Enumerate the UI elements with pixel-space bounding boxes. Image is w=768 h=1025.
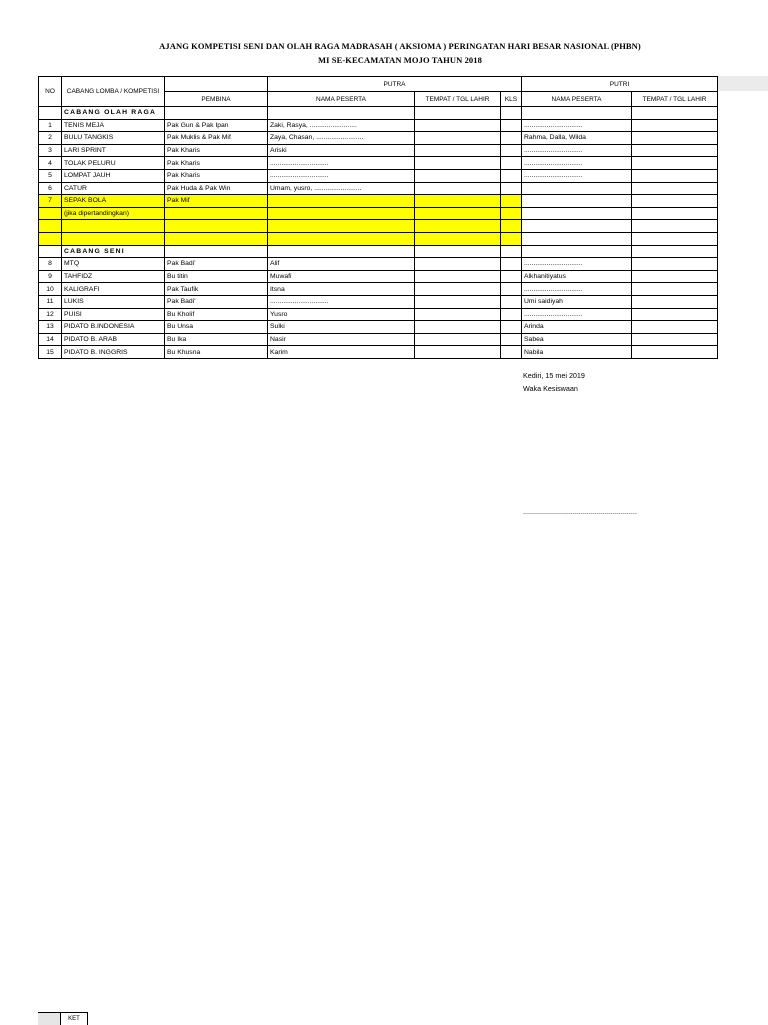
row-kls [501, 157, 522, 170]
row-nama-peserta-putra: Umam, yusro, ......................... [268, 182, 415, 195]
section-empty-cell [522, 245, 632, 258]
row-kls [501, 333, 522, 346]
row-cabang: BULU TANGKIS [62, 132, 165, 145]
table-row [39, 182, 718, 195]
row-nama-peserta-putri [522, 220, 632, 233]
row-tempat-tgl-lahir-putri [632, 207, 718, 220]
row-cabang: PIDATO B. ARAB [62, 333, 165, 346]
header-tempat-tgl-lahir-putri: TEMPAT / TGL LAHIR [632, 92, 718, 107]
row-nama-peserta-putri: ............................... [522, 283, 632, 296]
table-body [39, 107, 718, 359]
row-tempat-tgl-lahir-putri [632, 333, 718, 346]
row-nama-peserta-putri [522, 207, 632, 220]
row-cabang: MTQ [62, 258, 165, 271]
row-pembina: Pak Muklis & Pak Mif [165, 132, 268, 145]
row-pembina: Pak Gun & Pak Ipan [165, 119, 268, 132]
row-tempat-tgl-lahir-putra [415, 232, 501, 245]
participants-table [38, 76, 718, 359]
row-cabang: TENIS MEJA [62, 119, 165, 132]
row-tempat-tgl-lahir-putra [415, 270, 501, 283]
row-nama-peserta-putri: Sabea [522, 333, 632, 346]
table-row [39, 207, 718, 220]
table-row [39, 295, 718, 308]
row-tempat-tgl-lahir-putri [632, 220, 718, 233]
table-row [39, 232, 718, 245]
row-tempat-tgl-lahir-putri [632, 321, 718, 334]
row-kls [501, 295, 522, 308]
row-cabang: PIDATO B. INGGRIS [62, 346, 165, 359]
table-row [39, 144, 718, 157]
row-tempat-tgl-lahir-putri [632, 295, 718, 308]
row-tempat-tgl-lahir-putri [632, 283, 718, 296]
row-pembina: Pak Badi' [165, 295, 268, 308]
section-empty-cell [415, 245, 501, 258]
row-nama-peserta-putri: Umi saidiyah [522, 295, 632, 308]
row-nama-peserta-putra: Yusro [268, 308, 415, 321]
footer-role: Waka Kesiswaan [523, 384, 578, 393]
header-putri: PUTRI [522, 77, 718, 92]
row-cabang: LUKIS [62, 295, 165, 308]
row-cabang: LARI SPRINT [62, 144, 165, 157]
row-no: 3 [39, 144, 62, 157]
row-pembina: Pak Kharis [165, 144, 268, 157]
row-kls [501, 346, 522, 359]
section-row [39, 107, 718, 120]
section-empty-cell [632, 107, 718, 120]
row-kls [501, 321, 522, 334]
row-kls [501, 283, 522, 296]
row-no [39, 220, 62, 233]
row-nama-peserta-putri: ............................... [522, 119, 632, 132]
row-kls [501, 270, 522, 283]
row-nama-peserta-putri [522, 195, 632, 208]
row-tempat-tgl-lahir-putri [632, 308, 718, 321]
row-nama-peserta-putri: Nabila [522, 346, 632, 359]
sheet-fill-area [717, 76, 768, 91]
row-pembina: Bu Kholif [165, 308, 268, 321]
row-cabang: LOMPAT JAUH [62, 169, 165, 182]
row-tempat-tgl-lahir-putra [415, 207, 501, 220]
row-cabang: TOLAK PELURU [62, 157, 165, 170]
row-pembina: Pak Taufik [165, 283, 268, 296]
footer-place-date: Kediri, 15 mei 2019 [523, 371, 585, 380]
row-tempat-tgl-lahir-putra [415, 182, 501, 195]
row-tempat-tgl-lahir-putri [632, 182, 718, 195]
header-tempat-tgl-lahir-putra: TEMPAT / TGL LAHIR [415, 92, 501, 107]
row-tempat-tgl-lahir-putra [415, 132, 501, 145]
section-label: CABANG SENI [62, 245, 165, 258]
ket-fill [38, 1012, 60, 1025]
section-empty-cell [501, 107, 522, 120]
section-empty-cell [165, 107, 268, 120]
table-row [39, 258, 718, 271]
ket-label: KET [60, 1012, 88, 1025]
row-nama-peserta-putri: ............................... [522, 258, 632, 271]
row-no: 12 [39, 308, 62, 321]
row-pembina: Pak Huda & Pak Win [165, 182, 268, 195]
row-pembina: Bu Ika [165, 333, 268, 346]
table-row [39, 283, 718, 296]
table-row [39, 270, 718, 283]
section-empty-cell [415, 107, 501, 120]
row-pembina [165, 232, 268, 245]
row-cabang: PUISI [62, 308, 165, 321]
row-no: 8 [39, 258, 62, 271]
header-putra: PUTRA [268, 77, 522, 92]
row-nama-peserta-putra [268, 207, 415, 220]
row-nama-peserta-putra [268, 232, 415, 245]
section-no-cell [39, 107, 62, 120]
table-row [39, 157, 718, 170]
row-nama-peserta-putri: Alkhanitiyatus [522, 270, 632, 283]
table-row [39, 220, 718, 233]
row-nama-peserta-putra: ............................... [268, 169, 415, 182]
row-nama-peserta-putra: Ariski [268, 144, 415, 157]
row-pembina [165, 220, 268, 233]
row-no: 10 [39, 283, 62, 296]
section-empty-cell [268, 245, 415, 258]
row-nama-peserta-putra: Zaya, Chasan, ......................... [268, 132, 415, 145]
row-cabang: SEPAK BOLA [62, 195, 165, 208]
header-nama-peserta-putri: NAMA PESERTA [522, 92, 632, 107]
row-tempat-tgl-lahir-putra [415, 295, 501, 308]
row-no: 4 [39, 157, 62, 170]
row-kls [501, 308, 522, 321]
row-tempat-tgl-lahir-putri [632, 346, 718, 359]
row-tempat-tgl-lahir-putra [415, 157, 501, 170]
row-nama-peserta-putri: Arinda [522, 321, 632, 334]
row-nama-peserta-putra: Alif [268, 258, 415, 271]
row-tempat-tgl-lahir-putri [632, 270, 718, 283]
row-kls [501, 195, 522, 208]
row-nama-peserta-putra: Nasir [268, 333, 415, 346]
row-pembina: Pak Badi' [165, 258, 268, 271]
table-row [39, 321, 718, 334]
row-cabang: KALIGRAFI [62, 283, 165, 296]
row-cabang [62, 220, 165, 233]
row-tempat-tgl-lahir-putri [632, 132, 718, 145]
header-kls: KLS [501, 92, 522, 107]
row-no: 11 [39, 295, 62, 308]
row-nama-peserta-putri [522, 182, 632, 195]
row-tempat-tgl-lahir-putra [415, 333, 501, 346]
section-label: CABANG OLAH RAGA [62, 107, 165, 120]
row-cabang: (jika dipertandingkan) [62, 207, 165, 220]
row-nama-peserta-putra: Sulki [268, 321, 415, 334]
row-tempat-tgl-lahir-putri [632, 232, 718, 245]
header-pembina: PEMBINA [165, 92, 268, 107]
row-pembina [165, 207, 268, 220]
header-nama-peserta-putra: NAMA PESERTA [268, 92, 415, 107]
row-pembina: Bu Khusna [165, 346, 268, 359]
document-subtitle: MI SE-KECAMATAN MOJO TAHUN 2018 [318, 55, 482, 65]
row-no: 9 [39, 270, 62, 283]
row-no: 2 [39, 132, 62, 145]
row-pembina: Pak Kharis [165, 157, 268, 170]
row-no [39, 207, 62, 220]
row-tempat-tgl-lahir-putra [415, 144, 501, 157]
row-no: 15 [39, 346, 62, 359]
row-nama-peserta-putra: Muwafi [268, 270, 415, 283]
table-row [39, 132, 718, 145]
row-tempat-tgl-lahir-putra [415, 308, 501, 321]
row-kls [501, 169, 522, 182]
row-tempat-tgl-lahir-putra [415, 258, 501, 271]
row-nama-peserta-putra: Itsna [268, 283, 415, 296]
row-nama-peserta-putri: ............................... [522, 157, 632, 170]
row-tempat-tgl-lahir-putri [632, 157, 718, 170]
section-empty-cell [165, 245, 268, 258]
row-no: 6 [39, 182, 62, 195]
row-tempat-tgl-lahir-putra [415, 195, 501, 208]
row-kls [501, 207, 522, 220]
row-tempat-tgl-lahir-putra [415, 119, 501, 132]
header-cabang: CABANG LOMBA / KOMPETISI [62, 77, 165, 107]
table-row [39, 346, 718, 359]
row-tempat-tgl-lahir-putri [632, 258, 718, 271]
header-no: NO [39, 77, 62, 107]
row-kls [501, 182, 522, 195]
row-nama-peserta-putra [268, 220, 415, 233]
table-row [39, 119, 718, 132]
row-tempat-tgl-lahir-putra [415, 321, 501, 334]
row-no: 13 [39, 321, 62, 334]
row-tempat-tgl-lahir-putra [415, 169, 501, 182]
row-no: 1 [39, 119, 62, 132]
row-nama-peserta-putra: ............................... [268, 295, 415, 308]
row-nama-peserta-putra: Karim [268, 346, 415, 359]
section-no-cell [39, 245, 62, 258]
row-pembina: Bu titin [165, 270, 268, 283]
row-pembina: Pak Mif [165, 195, 268, 208]
row-nama-peserta-putri: ............................... [522, 144, 632, 157]
table-row [39, 169, 718, 182]
row-nama-peserta-putri: Rahma, Dalla, Wilda [522, 132, 632, 145]
row-tempat-tgl-lahir-putri [632, 169, 718, 182]
table-row [39, 195, 718, 208]
row-kls [501, 232, 522, 245]
table-row [39, 333, 718, 346]
row-tempat-tgl-lahir-putri [632, 195, 718, 208]
row-tempat-tgl-lahir-putra [415, 283, 501, 296]
row-tempat-tgl-lahir-putri [632, 144, 718, 157]
row-nama-peserta-putra [268, 195, 415, 208]
row-cabang: PIDATO B.INDONESIA [62, 321, 165, 334]
section-empty-cell [522, 107, 632, 120]
row-kls [501, 119, 522, 132]
row-cabang: CATUR [62, 182, 165, 195]
row-nama-peserta-putra: Zaki, Rasya, ......................... [268, 119, 415, 132]
row-nama-peserta-putri [522, 232, 632, 245]
row-kls [501, 220, 522, 233]
header-blank [165, 77, 268, 92]
row-tempat-tgl-lahir-putra [415, 220, 501, 233]
row-nama-peserta-putri: ............................... [522, 308, 632, 321]
row-kls [501, 258, 522, 271]
section-row [39, 245, 718, 258]
row-no [39, 232, 62, 245]
row-tempat-tgl-lahir-putra [415, 346, 501, 359]
row-no: 5 [39, 169, 62, 182]
signature-line: ......................................................... [523, 507, 637, 516]
table-row [39, 308, 718, 321]
section-empty-cell [632, 245, 718, 258]
row-tempat-tgl-lahir-putri [632, 119, 718, 132]
section-empty-cell [268, 107, 415, 120]
row-nama-peserta-putra: ............................... [268, 157, 415, 170]
row-pembina: Bu Unsa [165, 321, 268, 334]
row-kls [501, 132, 522, 145]
document-title: AJANG KOMPETISI SENI DAN OLAH RAGA MADRASAH ( AKSIOMA ) PERINGATAN HARI BESAR NASIONAL (PHBN) [159, 41, 641, 51]
row-kls [501, 144, 522, 157]
row-no: 14 [39, 333, 62, 346]
section-empty-cell [501, 245, 522, 258]
row-nama-peserta-putri: ............................... [522, 169, 632, 182]
row-pembina: Pak Kharis [165, 169, 268, 182]
row-no: 7 [39, 195, 62, 208]
row-cabang [62, 232, 165, 245]
row-cabang: TAHFIDZ [62, 270, 165, 283]
